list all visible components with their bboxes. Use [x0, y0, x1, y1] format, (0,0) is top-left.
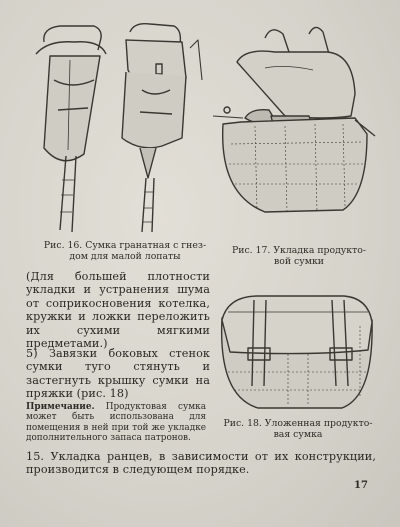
note-block	[26, 402, 206, 443]
figure-18-caption	[212, 418, 384, 440]
closed-food-bag-illustration	[208, 286, 384, 416]
figure-16-grenade-bag	[22, 20, 212, 238]
figure-17-caption	[214, 245, 384, 267]
open-food-bag-illustration	[205, 24, 385, 232]
figure-16-caption-line2: дом для малой лопаты	[69, 251, 181, 262]
note-label: Примечание.	[26, 402, 95, 412]
figure-16-caption-line1: Рис. 16. Сумка гранатная с гнез-	[43, 240, 207, 251]
paragraph-parenthetical: (Для большей плотности укладки и устранения шума от соприкосновения котелка, кружки и ложки переложить их сухими мягкими предметами.)	[26, 270, 210, 351]
figure-18-caption-line1: Рис. 18. Уложенная продукто-	[223, 418, 373, 429]
figure-17-food-bag-packing	[205, 24, 385, 232]
figure-18-caption-line2: вая сумка	[273, 429, 323, 440]
grenade-bag-illustration	[22, 20, 212, 238]
figure-18-packed-food-bag	[208, 286, 384, 416]
note-body: Продуктовая сумка может быть использована для помещения в ней при той же укладке дополнительного запаса патронов.	[26, 402, 206, 443]
figure-17-caption-line1: Рис. 17. Укладка продукто-	[232, 245, 366, 256]
paragraph-15: 15. Укладка ранцев, в зависимости от их конструкции, производится в следующем порядке.	[26, 450, 376, 477]
figure-16-caption	[30, 240, 220, 262]
figure-17-caption-line2: вой сумки	[274, 256, 324, 267]
page-number: 17	[354, 480, 368, 491]
paragraph-5: 5) Завязки боковых стенок сумки туго стянуть и застегнуть крышку сумки на пряжки (рис. 18)	[26, 347, 210, 401]
